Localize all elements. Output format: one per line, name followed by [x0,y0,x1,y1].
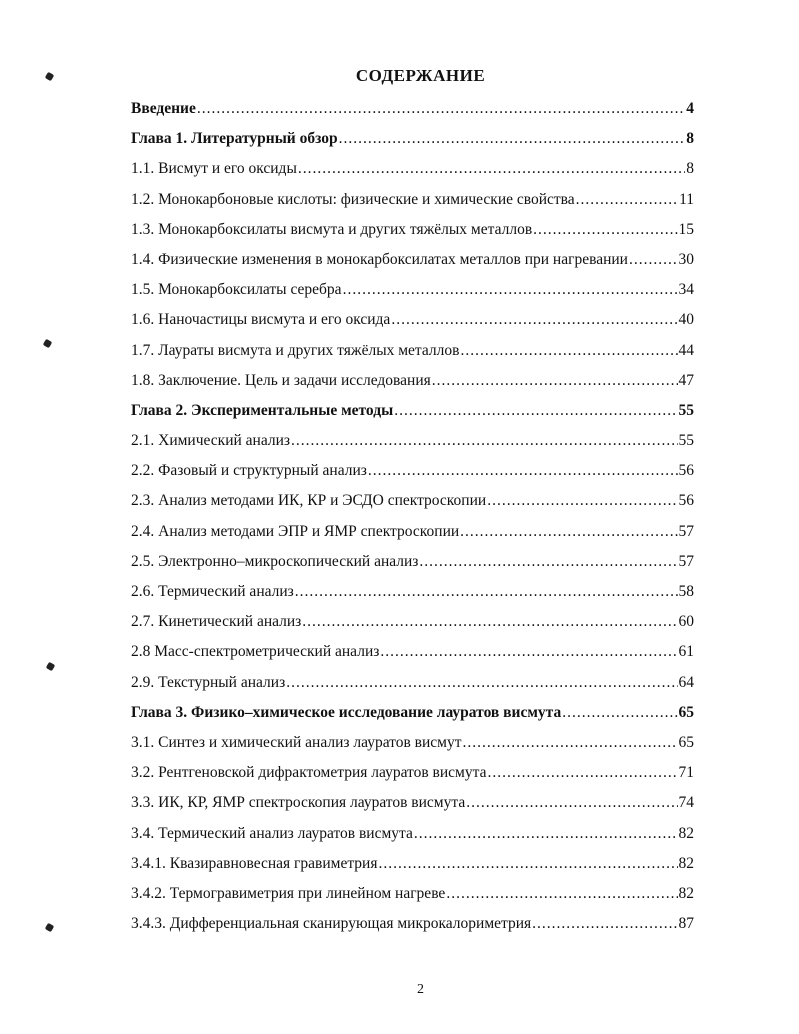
toc-entry-page: 44 [678,341,694,359]
toc-entry-label: 1.7. Лаураты висмута и других тяжёлых металлов [131,341,460,359]
toc-entry[interactable] [131,643,694,673]
toc-entry-label: 2.9. Текстурный анализ [131,673,286,691]
toc-entry-label: 1.1. Висмут и его оксиды [131,160,297,178]
dot-leader [532,915,677,933]
dot-leader [394,402,677,420]
toc-entry-page: 15 [678,220,694,238]
toc-entry-page: 87 [678,915,694,933]
dot-leader [339,130,686,148]
dot-leader [460,523,677,541]
toc-entry-page: 71 [678,764,694,782]
toc-entry-page: 60 [678,613,694,631]
toc-entry-label: 2.4. Анализ методами ЭПР и ЯМР спектроскопии [131,522,460,540]
dot-leader [487,764,677,782]
toc-entry-page: 82 [678,884,694,902]
toc-entry-label: 2.8 Масс-спектрометрический анализ [131,643,380,661]
toc-entry-label: Глава 1. Литературный обзор [131,130,338,148]
dot-leader [466,794,677,812]
toc-entry-page: 55 [678,432,694,450]
toc-entry[interactable] [131,523,694,553]
toc-entry-label: 1.5. Монокарбоксилаты серебра [131,281,342,299]
dot-leader [197,100,685,118]
dot-leader [298,160,685,178]
dot-leader [629,251,678,269]
toc-entry-label: 3.4.3. Дифференциальная сканирующая микрокалориметрия [131,915,532,933]
toc-entry-label: 1.2. Монокарбоновые кислоты: физические и химические свойства [131,190,575,208]
toc-entry-page: 34 [678,281,694,299]
toc-entry-label: 3.4. Термический анализ лауратов висмута [131,824,413,842]
dot-leader [419,553,677,571]
toc-entry[interactable] [131,130,694,160]
scan-artifact-mark [45,923,55,933]
toc-entry[interactable] [131,402,694,432]
toc-entry-label: 1.6. Наночастицы висмута и его оксида [131,311,391,329]
toc-entry[interactable] [131,100,694,130]
toc-entry[interactable] [131,372,694,402]
toc-entry[interactable] [131,734,694,764]
toc-entry-label: 1.4. Физические изменения в монокарбоксилатах металлов при нагревании [131,250,628,268]
toc-entry-label: 3.4.1. Квазиравновесная гравиметрия [131,854,378,872]
dot-leader [487,492,677,510]
dot-leader [446,885,677,903]
toc-entry-page: 74 [678,794,694,812]
page-title: СОДЕРЖАНИЕ [355,66,486,85]
toc-entry[interactable] [131,342,694,372]
toc-entry[interactable] [131,432,694,462]
toc-entry[interactable] [131,311,694,341]
toc-entry-label: 1.3. Монокарбоксилаты висмута и других тяжёлых металлов [131,220,533,238]
table-of-contents [131,100,694,945]
toc-entry[interactable] [131,191,694,221]
toc-entry-label: Глава 3. Физико–химическое исследование лауратов висмута [131,703,562,721]
toc-entry-page: 64 [678,673,694,691]
toc-entry-page: 4 [686,100,694,117]
toc-entry-page: 56 [678,492,694,510]
toc-entry-page: 57 [678,552,694,570]
toc-entry-label: 1.8. Заключение. Цель и задачи исследования [131,371,431,389]
toc-entry-page: 58 [678,583,694,600]
toc-entry-page: 11 [679,190,694,208]
dot-leader [463,734,678,752]
toc-entry[interactable] [131,855,694,885]
toc-entry[interactable] [131,553,694,583]
toc-entry[interactable] [131,613,694,643]
toc-entry-label: 2.7. Кинетический анализ [131,613,302,631]
toc-entry-page: 65 [678,703,694,721]
dot-leader [286,674,677,692]
toc-entry-page: 47 [678,371,694,389]
toc-entry-page: 40 [678,311,694,329]
toc-entry[interactable] [131,583,694,613]
toc-entry-page: 61 [678,643,694,661]
toc-entry-label: 2.5. Электронно–микроскопический анализ [131,552,419,570]
dot-leader [414,825,678,843]
toc-entry-label: Глава 2. Экспериментальные методы [131,401,394,419]
dot-leader [391,311,677,329]
toc-entry[interactable] [131,462,694,492]
dot-leader [432,372,678,390]
dot-leader [378,855,677,873]
toc-entry-page: 65 [678,733,694,751]
dot-leader [576,191,678,209]
toc-entry[interactable] [131,160,694,190]
dot-leader [343,281,678,299]
toc-entry-page: 57 [678,522,694,540]
toc-entry[interactable] [131,221,694,251]
toc-entry-page: 8 [686,130,694,148]
toc-entry[interactable] [131,794,694,824]
toc-entry[interactable] [131,674,694,704]
scan-artifact-mark [43,339,53,349]
toc-entry[interactable] [131,885,694,915]
toc-entry-label: 3.1. Синтез и химический анализ лауратов висмут [131,733,462,751]
toc-entry-label: 3.4.2. Термогравиметрия при линейном нагреве [131,884,446,902]
page-number: 2 [417,982,424,997]
toc-entry[interactable] [131,704,694,734]
toc-entry-label: 3.2. Рентгеновской дифрактометрия лауратов висмута [131,764,487,782]
toc-entry-page: 82 [678,854,694,872]
toc-entry-page: 82 [678,824,694,842]
toc-entry-page: 56 [678,462,694,480]
dot-leader [302,613,677,631]
dot-leader [368,462,678,480]
toc-entry[interactable] [131,764,694,794]
toc-entry-label: 2.3. Анализ методами ИК, КР и ЭСДО спектроскопии [131,492,487,510]
toc-entry-label: Введение [131,100,196,117]
dot-leader [562,704,677,722]
toc-entry[interactable] [131,251,694,281]
toc-entry-page: 30 [678,250,694,268]
dot-leader [291,432,678,450]
toc-entry-page: 55 [678,401,694,419]
toc-entry[interactable] [131,915,694,945]
toc-entry[interactable] [131,825,694,855]
dot-leader [380,643,677,661]
toc-entry[interactable] [131,492,694,522]
toc-entry-page: 8 [686,160,694,178]
toc-entry-label: 2.2. Фазовый и структурный анализ [131,462,367,480]
scan-artifact-mark [46,662,56,672]
toc-entry-label: 2.6. Термический анализ [131,583,294,600]
toc-entry-label: 3.3. ИК, КР, ЯМР спектроскопия лауратов висмута [131,794,466,812]
dot-leader [533,221,677,239]
dot-leader [295,583,678,601]
dot-leader [460,342,677,360]
toc-entry-label: 2.1. Химический анализ [131,432,290,450]
toc-entry[interactable] [131,281,694,311]
